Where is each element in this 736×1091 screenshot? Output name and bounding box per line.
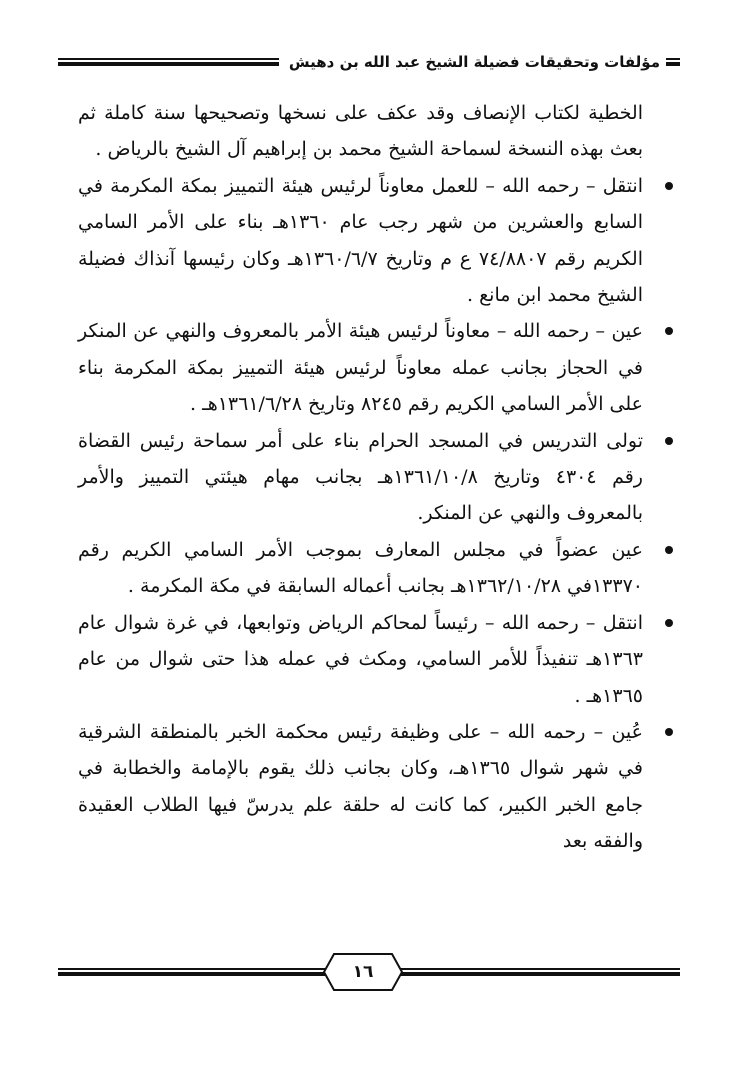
list-item-text: عين – رحمه الله – معاوناً لرئيس هيئة الأمر بالمعروف والنهي عن المنكر في الحجاز بجانب عمله معاوناً لرئيس هيئة التمييز بمكة المكرمة بناء على الأمر السامي الكريم رقم ٨٢٤٥ وتاريخ ١٣٦١/٦/٢٨هـ . xyxy=(78,320,644,416)
bullet-icon xyxy=(665,327,673,335)
biography-list xyxy=(78,168,643,860)
page-body xyxy=(78,95,643,860)
list-item-text: انتقل – رحمه الله – رئيساً لمحاكم الرياض وتوابعها، في غرة شوال عام ١٣٦٣هـ تنفيذاً للأمر السامي، ومكث في عمله هذا حتى شوال من عام ١٣٦٥هـ . xyxy=(78,611,643,707)
page-footer xyxy=(58,948,680,998)
list-item-text: تولى التدريس في المسجد الحرام بناء على أمر سماحة رئيس القضاة رقم ٤٣٠٤ وتاريخ ١٣٦١/١٠/٨هـ بجانب مهام هيئتي التمييز والأمر بالمعروف والنهي عن المنكر. xyxy=(78,429,643,525)
list-item xyxy=(78,313,643,422)
bullet-icon xyxy=(665,728,673,736)
bullet-icon xyxy=(665,437,673,445)
list-item xyxy=(78,605,643,714)
bullet-icon xyxy=(665,546,673,554)
intro-line: الخطية لكتاب الإنصاف وقد عكف على نسخها وتصحيحها سنة كاملة ثم xyxy=(78,102,643,124)
list-item-text: انتقل – رحمه الله – للعمل معاوناً لرئيس هيئة التمييز بمكة المكرمة في السابع والعشرين من شهر رجب عام ١٣٦٠هـ بناء على الأمر السامي الكريم رقم ٧٤/٨٨٠٧ ع م وتاريخ ١٣٦٠/٦/٧هـ وكان رئيسها آنذاك فضيلة الشيخ محمد ابن مانع . xyxy=(78,174,643,307)
list-item-text: عُين – رحمه الله – على وظيفة رئيس محكمة الخبر بالمنطقة الشرقية في شهر شوال ١٣٦٥هـ، وكان بجانب ذلك يقوم بالإمامة والخطابة في جامع الخبر الكبير، كما كانت له حلقة علم يدرسّ فيها الطلاب العقيدة والفقه بعد xyxy=(78,720,643,853)
intro-paragraph xyxy=(78,95,643,168)
running-header xyxy=(58,42,680,82)
bullet-icon xyxy=(665,182,673,190)
header-rule xyxy=(58,58,279,66)
list-item xyxy=(78,714,643,860)
intro-line: بعث بهذه النسخة لسماحة الشيخ محمد بن إبراهيم آل الشيخ بالرياض . xyxy=(95,138,643,161)
page-number-badge xyxy=(322,952,404,992)
book-title: مؤلفات وتحقيقات فضيلة الشيخ عبد الله بن دهيش xyxy=(288,53,660,71)
list-item xyxy=(78,168,643,314)
bullet-icon xyxy=(665,619,673,627)
page-number: ١٦ xyxy=(352,962,374,982)
list-item xyxy=(78,423,643,532)
header-rule-lead xyxy=(666,58,680,66)
list-item xyxy=(78,532,643,605)
list-item-text: عين عضواً في مجلس المعارف بموجب الأمر السامي الكريم رقم ١٣٣٧٠في ١٣٦٢/١٠/٢٨هـ بجانب أعماله السابقة في مكة المكرمة . xyxy=(78,538,643,598)
